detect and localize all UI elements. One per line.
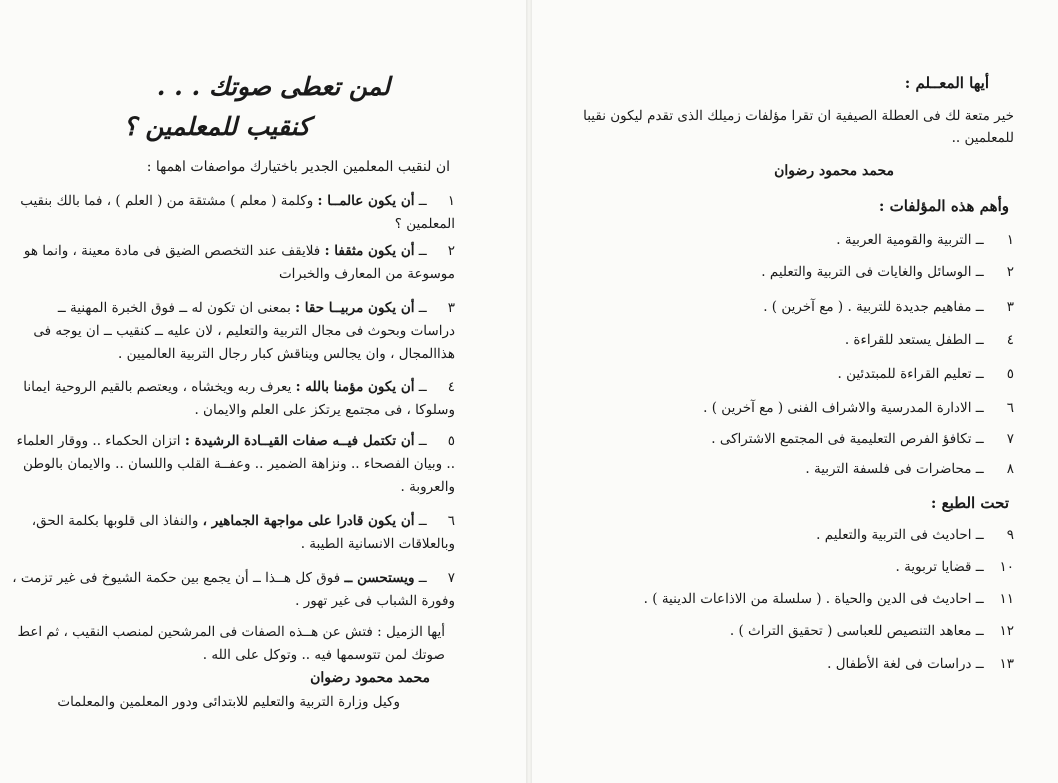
forthcoming-item: ٩ ــ احاديث فى التربية والتعليم . [816,527,1014,543]
qualification-item: ٢ ــ أن يكون مثقفا : فلايقف عند التخصص الضيق فى مادة معينة ، وانما هو موسوعة من المعارف والخبرات [23,243,455,282]
title-line-1: لمن تعطى صوتك . . . [156,72,390,101]
forthcoming-item: ١٣ ــ دراسات فى لغة الأطفال . [827,656,1014,672]
intro-text: ان لنقيب المعلمين الجدير باختيارك مواصفات اهمها : [146,159,450,175]
qualification-item: ٦ ــ أن يكون قادرا على مواجهة الجماهير ، والنفاذ الى قلوبها بكلمة الحق، وبالعلاقات الانسانية الطيبة . [31,513,455,552]
qualification-item: ٧ ــ ويستحسن ــ فوق كل هــذا ــ أن يجمع بين حكمة الشيوخ فى غير تزمت ، وفورة الشباب فى غير تهور . [12,570,455,609]
qualification-item: ٥ ــ أن تكتمل فيــه صفات القيــادة الرشيدة : اتزان الحكماء .. ووقار العلماء .. وبيان الفصحاء .. ونزاهة الضمير .. وعفــة القلب واللسان .. والايمان بالوطن والعروبة . [16,433,455,495]
signature-name: محمد محمود رضوان [310,670,430,686]
forthcoming-item: ١٠ ــ قضايا تربوية . [895,559,1014,575]
work-item: ٣ ــ مفاهيم جديدة للتربية . ( مع آخرين ) . [763,299,1014,315]
forthcoming-item: ١١ ــ احاديث فى الدين والحياة . ( سلسلة من الاذاعات الدينية ) . [643,591,1014,607]
work-item: ٤ ــ الطفل يستعد للقراءة . [844,332,1014,348]
work-item: ١ ــ التربية والقومية العربية . [836,232,1014,248]
work-item: ٥ ــ تعليم القراءة للمبتدئين . [837,366,1014,382]
title-line-2: كنقيب للمعلمين ؟ [123,112,310,141]
qualification-item: ٣ ــ أن يكون مربيــا حقا : بمعنى ان تكون له ــ فوق الخبرة المهنية ــ دراسات وبحوث فى مجال التربية والتعليم ، لان عليه ــ كنقيب ــ ان يوجه فى هذاالمجال ، وان يجالس ويناقش كبار رجال التربية العالميين . [33,300,455,362]
author-name: محمد محمود رضوان [774,163,894,179]
signature-role: وكيل وزارة التربية والتعليم للابتدائى ودور المعلمين والمعلمات [57,694,400,710]
work-item: ٨ ــ محاضرات فى فلسفة التربية . [805,461,1014,477]
work-item: ٦ ــ الادارة المدرسية والاشراف الفنى ( مع آخرين ) . [703,400,1014,416]
forthcoming-heading: تحت الطبع : [930,494,1009,512]
right-page [529,0,1058,783]
salutation: أيها المعــلم : [904,74,989,92]
work-item: ٧ ــ تكافؤ الفرص التعليمية فى المجتمع الاشتراكى . [711,431,1014,447]
work-item: ٢ ــ الوسائل والغايات فى التربية والتعليم . [761,264,1014,280]
closing-text: أيها الزميل : فتش عن هــذه الصفات فى المرشحين لمنصب النقيب ، ثم اعط صوتك لمن تتوسمها فيه .. وتوكل على الله . [17,624,445,663]
qualification-item: ١ ــ أن يكون عالمــا : وكلمة ( معلم ) مشتقة من ( العلم ) ، فما بالك بنقيب المعلمين ؟ [20,193,455,232]
works-heading: وأهم هذه المؤلفات : [878,197,1009,215]
qualification-item: ٤ ــ أن يكون مؤمنا بالله : يعرف ربه ويخشاه ، ويعتصم بالقيم الروحية ايمانا وسلوكا ، فى مجتمع يرتكز على العلم والايمان . [23,379,455,418]
forthcoming-item: ١٢ ــ معاهد التنصيص للعباسى ( تحقيق التراث ) . [729,623,1014,639]
right-intro-text: خير متعة لك فى العطلة الصيفية ان تقرا مؤلفات زميلك الذى تقدم ليكون نقيبا للمعلمين .. [583,108,1014,146]
